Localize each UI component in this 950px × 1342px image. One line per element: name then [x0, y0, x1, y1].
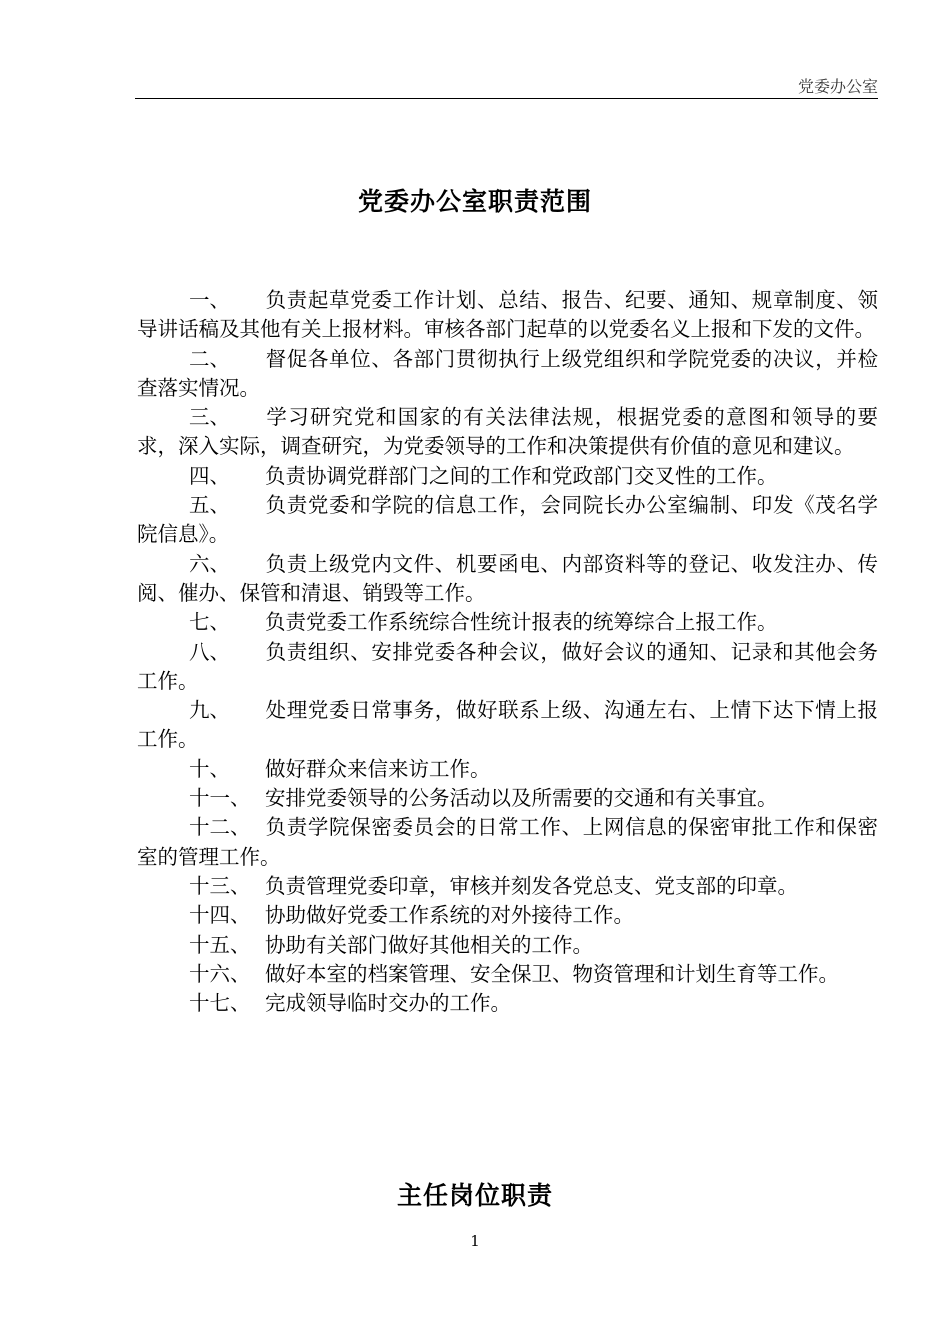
list-item [137, 989, 878, 1018]
list-item [137, 345, 878, 404]
item-number: 六、 [189, 551, 230, 576]
item-text: 负责管理党委印章，审核并刻发各党总支、党支部的印章。 [265, 873, 798, 898]
item-text: 负责组织、安排党委各种会议，做好会议的通知、记录和其他会务工作。 [137, 639, 878, 693]
item-number: 五、 [189, 493, 230, 518]
list-item [137, 608, 878, 637]
item-number: 八、 [189, 639, 230, 664]
list-item [137, 462, 878, 491]
item-text: 处理党委日常事务，做好联系上级、沟通左右、上情下达下情上报工作。 [137, 698, 878, 752]
list-item [137, 901, 878, 930]
item-number: 二、 [189, 346, 230, 371]
item-text: 完成领导临时交办的工作。 [265, 991, 511, 1016]
list-item [137, 931, 878, 960]
list-item [137, 784, 878, 813]
item-number: 三、 [189, 405, 230, 430]
item-text: 负责学院保密委员会的日常工作、上网信息的保密审批工作和保密室的管理工作。 [137, 815, 878, 869]
item-number: 十一、 [189, 786, 251, 811]
item-text: 负责党委工作系统综合性统计报表的统筹综合上报工作。 [265, 610, 778, 635]
item-text: 负责起草党委工作计划、总结、报告、纪要、通知、规章制度、领导讲话稿及其他有关上报材料。审核各部门起草的以党委名义上报和下发的文件。 [137, 288, 878, 342]
item-text: 做好本室的档案管理、安全保卫、物资管理和计划生育等工作。 [265, 961, 839, 986]
item-text: 做好群众来信来访工作。 [265, 756, 491, 781]
list-item [137, 813, 878, 872]
item-number: 十七、 [189, 991, 251, 1016]
list-item [137, 872, 878, 901]
item-number: 一、 [189, 288, 230, 312]
list-item [137, 638, 878, 697]
item-text: 负责上级党内文件、机要函电、内部资料等的登记、收发注办、传阅、催办、保管和清退、销毁等工作。 [137, 551, 878, 605]
item-text: 负责协调党群部门之间的工作和党政部门交叉性的工作。 [265, 463, 778, 488]
item-text: 督促各单位、各部门贯彻执行上级党组织和学院党委的决议，并检查落实情况。 [137, 346, 878, 400]
item-number: 十三、 [189, 873, 251, 898]
running-header: 党委办公室 [797, 77, 878, 96]
list-item [137, 960, 878, 989]
item-number: 十五、 [189, 932, 251, 957]
page-number: 1 [470, 1232, 480, 1250]
list-item [137, 755, 878, 784]
item-text: 协助有关部门做好其他相关的工作。 [265, 932, 593, 957]
list-item [137, 696, 878, 755]
list-item [137, 286, 878, 345]
item-number: 十、 [189, 756, 230, 781]
item-text: 学习研究党和国家的有关法律法规，根据党委的意图和领导的要求，深入实际，调查研究，为党委领导的工作和决策提供有价值的意见和建议。 [137, 405, 878, 459]
item-text: 安排党委领导的公务活动以及所需要的交通和有关事宜。 [265, 786, 778, 811]
item-number: 十六、 [189, 961, 251, 986]
duty-list [137, 286, 878, 1018]
header-divider [135, 98, 878, 99]
item-number: 十二、 [189, 815, 251, 840]
item-number: 七、 [189, 610, 230, 635]
section-title: 主任岗位职责 [396, 1181, 553, 1210]
list-item [137, 491, 878, 550]
item-number: 四、 [189, 463, 230, 488]
item-number: 十四、 [189, 903, 251, 928]
item-text: 协助做好党委工作系统的对外接待工作。 [265, 903, 634, 928]
list-item [137, 403, 878, 462]
page-title: 党委办公室职责范围 [357, 187, 592, 216]
list-item [137, 550, 878, 609]
item-number: 九、 [189, 698, 230, 723]
item-text: 负责党委和学院的信息工作，会同院长办公室编制、印发《茂名学院信息》。 [137, 493, 878, 547]
